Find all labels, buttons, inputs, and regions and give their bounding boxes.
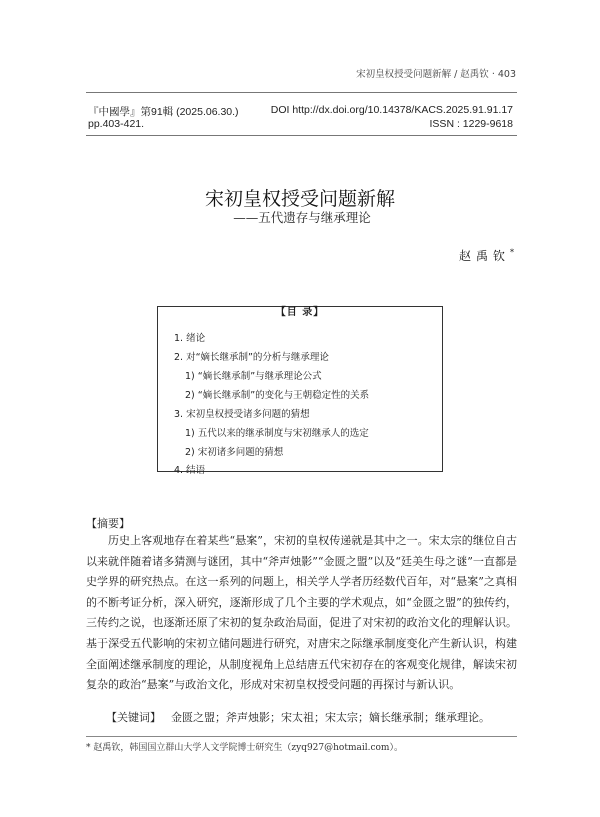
- author-name: [459, 247, 514, 264]
- author-name-text: 赵禹钦: [458, 249, 510, 263]
- running-header: 宋初皇权授受问题新解 / 赵禹钦 · 403: [356, 69, 516, 80]
- toc-item: 1) “嫡长继承制”与继承理论公式: [185, 371, 322, 382]
- abstract-label: 【摘要】: [86, 517, 130, 530]
- toc-item: 2) “嫡长继承制”的变化与王朝稳定性的关系: [185, 390, 370, 401]
- header-top-rule: [86, 92, 517, 93]
- paper-title: 宋初皇权授受问题新解: [204, 188, 395, 210]
- paper-subtitle: ——五代遗存与继承理论: [233, 210, 371, 225]
- page-range: pp.403-421.: [88, 118, 145, 130]
- table-of-contents: [157, 306, 443, 476]
- toc-item: 4. 结语: [174, 465, 206, 476]
- footnote-rule: [86, 736, 517, 737]
- journal-info-line-2: [88, 118, 513, 130]
- toc-heading: 【目 录】: [270, 307, 330, 318]
- header-bottom-rule: [86, 135, 517, 136]
- doi-link[interactable]: DOI http://dx.doi.org/10.14378/KACS.2025.91.91.17: [270, 104, 513, 116]
- abstract-text: 历史上客观地存在着某些“悬案”，宋初的皇权传递就是其中之一。宋太宗的继位自古以来就伴随着诸多猜测与谜团，其中“斧声烛影”“金匮之盟”以及“廷美生母之谜”一直都是史学界的研究热点。在这一系列的问题上，相关学人学者历经数代百年，对“悬案”之真相的不断考证分析，深入研究，逐渐形成了几个主要的学术观点，如“金匮之盟”的独传约，三传约之说，也逐渐还原了宋初的复杂政治局面，促进了对宋初的政治文化的理解认识。基于深受五代影响的宋初立储问题进行研究，对唐宋之际继承制度变化产生新认识，构建全面阐述继承制度的理论，从制度视角上总结唐五代宋初存在的客观变化规律，解读宋初复杂的政治“悬案”与政治文化，形成对宋初皇权授受问题的再探讨与新认识。: [86, 534, 517, 692]
- toc-item: 2) 宋初诸多问题的猜想: [185, 447, 284, 458]
- issn: ISSN : 1229-9618: [429, 118, 513, 130]
- toc-item: 3. 宋初皇权授受诸多问题的猜想: [174, 409, 310, 420]
- keywords-text: 金匮之盟；斧声烛影；宋太祖；宋太宗；嫡长继承制；继承理论。: [171, 711, 490, 724]
- toc-item: 2. 对“嫡长继承制”的分析与继承理论: [174, 352, 329, 363]
- author-footnote: * 赵禹钦，韩国国立群山大学人文学院博士研究生（zyq927@hotmail.com）。: [86, 743, 403, 753]
- toc-item: 1. 绪论: [174, 333, 206, 344]
- journal-info-line-1: [88, 104, 513, 119]
- toc-item: 1) 五代以来的继承制度与宋初继承人的选定: [185, 428, 369, 439]
- author-footnote-mark: *: [510, 248, 514, 257]
- keywords: [86, 709, 490, 725]
- journal-citation: 『中國學』第91輯 (2025.06.30.): [88, 106, 239, 118]
- keywords-label: 【关键词】: [106, 711, 161, 724]
